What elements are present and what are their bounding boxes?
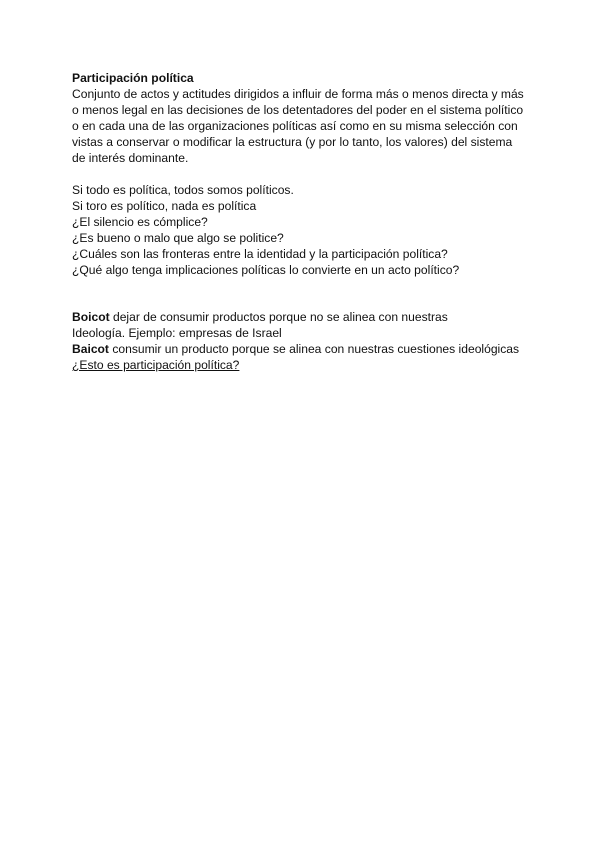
statement-line: Si toro es político, nada es política: [72, 199, 257, 213]
boicot-continuation: Ideología. Ejemplo: empresas de Israel: [72, 326, 282, 340]
boicot-text: dejar de consumir productos porque no se alinea con nuestras: [109, 310, 448, 324]
boicot-term: Boicot: [72, 310, 110, 324]
question-line: ¿Es bueno o malo que algo se politice?: [72, 231, 284, 245]
paragraph-line: o en cada una de las organizaciones políticas así como en su misma selección con: [72, 119, 518, 133]
paragraph-line: o menos legal en las decisiones de los detentadores del poder en el sistema político: [72, 103, 524, 117]
participation-question-link[interactable]: ¿Esto es participación política?: [72, 358, 240, 372]
question-line: ¿El silencio es cómplice?: [72, 215, 208, 229]
document-page: [72, 70, 542, 373]
paragraph-line: de interés dominante.: [72, 151, 189, 165]
baicot-term: Baicot: [72, 342, 109, 356]
section-title: Participación política: [72, 71, 194, 85]
question-line: ¿Qué algo tenga implicaciones políticas lo convierte en un acto político?: [72, 263, 460, 277]
baicot-text: consumir un producto porque se alinea con nuestras cuestiones ideológicas: [108, 342, 520, 356]
spacer: [72, 278, 542, 309]
spacer: [72, 166, 542, 182]
question-line: ¿Cuáles son las fronteras entre la identidad y la participación política?: [72, 247, 448, 261]
boicot-definition: [72, 309, 542, 325]
paragraph-line: vistas a conservar o modificar la estructura (y por lo tanto, los valores) del sistema: [72, 135, 513, 149]
baicot-definition: [72, 341, 542, 357]
statement-line: Si todo es política, todos somos políticos.: [72, 183, 294, 197]
paragraph-line: Conjunto de actos y actitudes dirigidos a influir de forma más o menos directa y más: [72, 87, 524, 101]
